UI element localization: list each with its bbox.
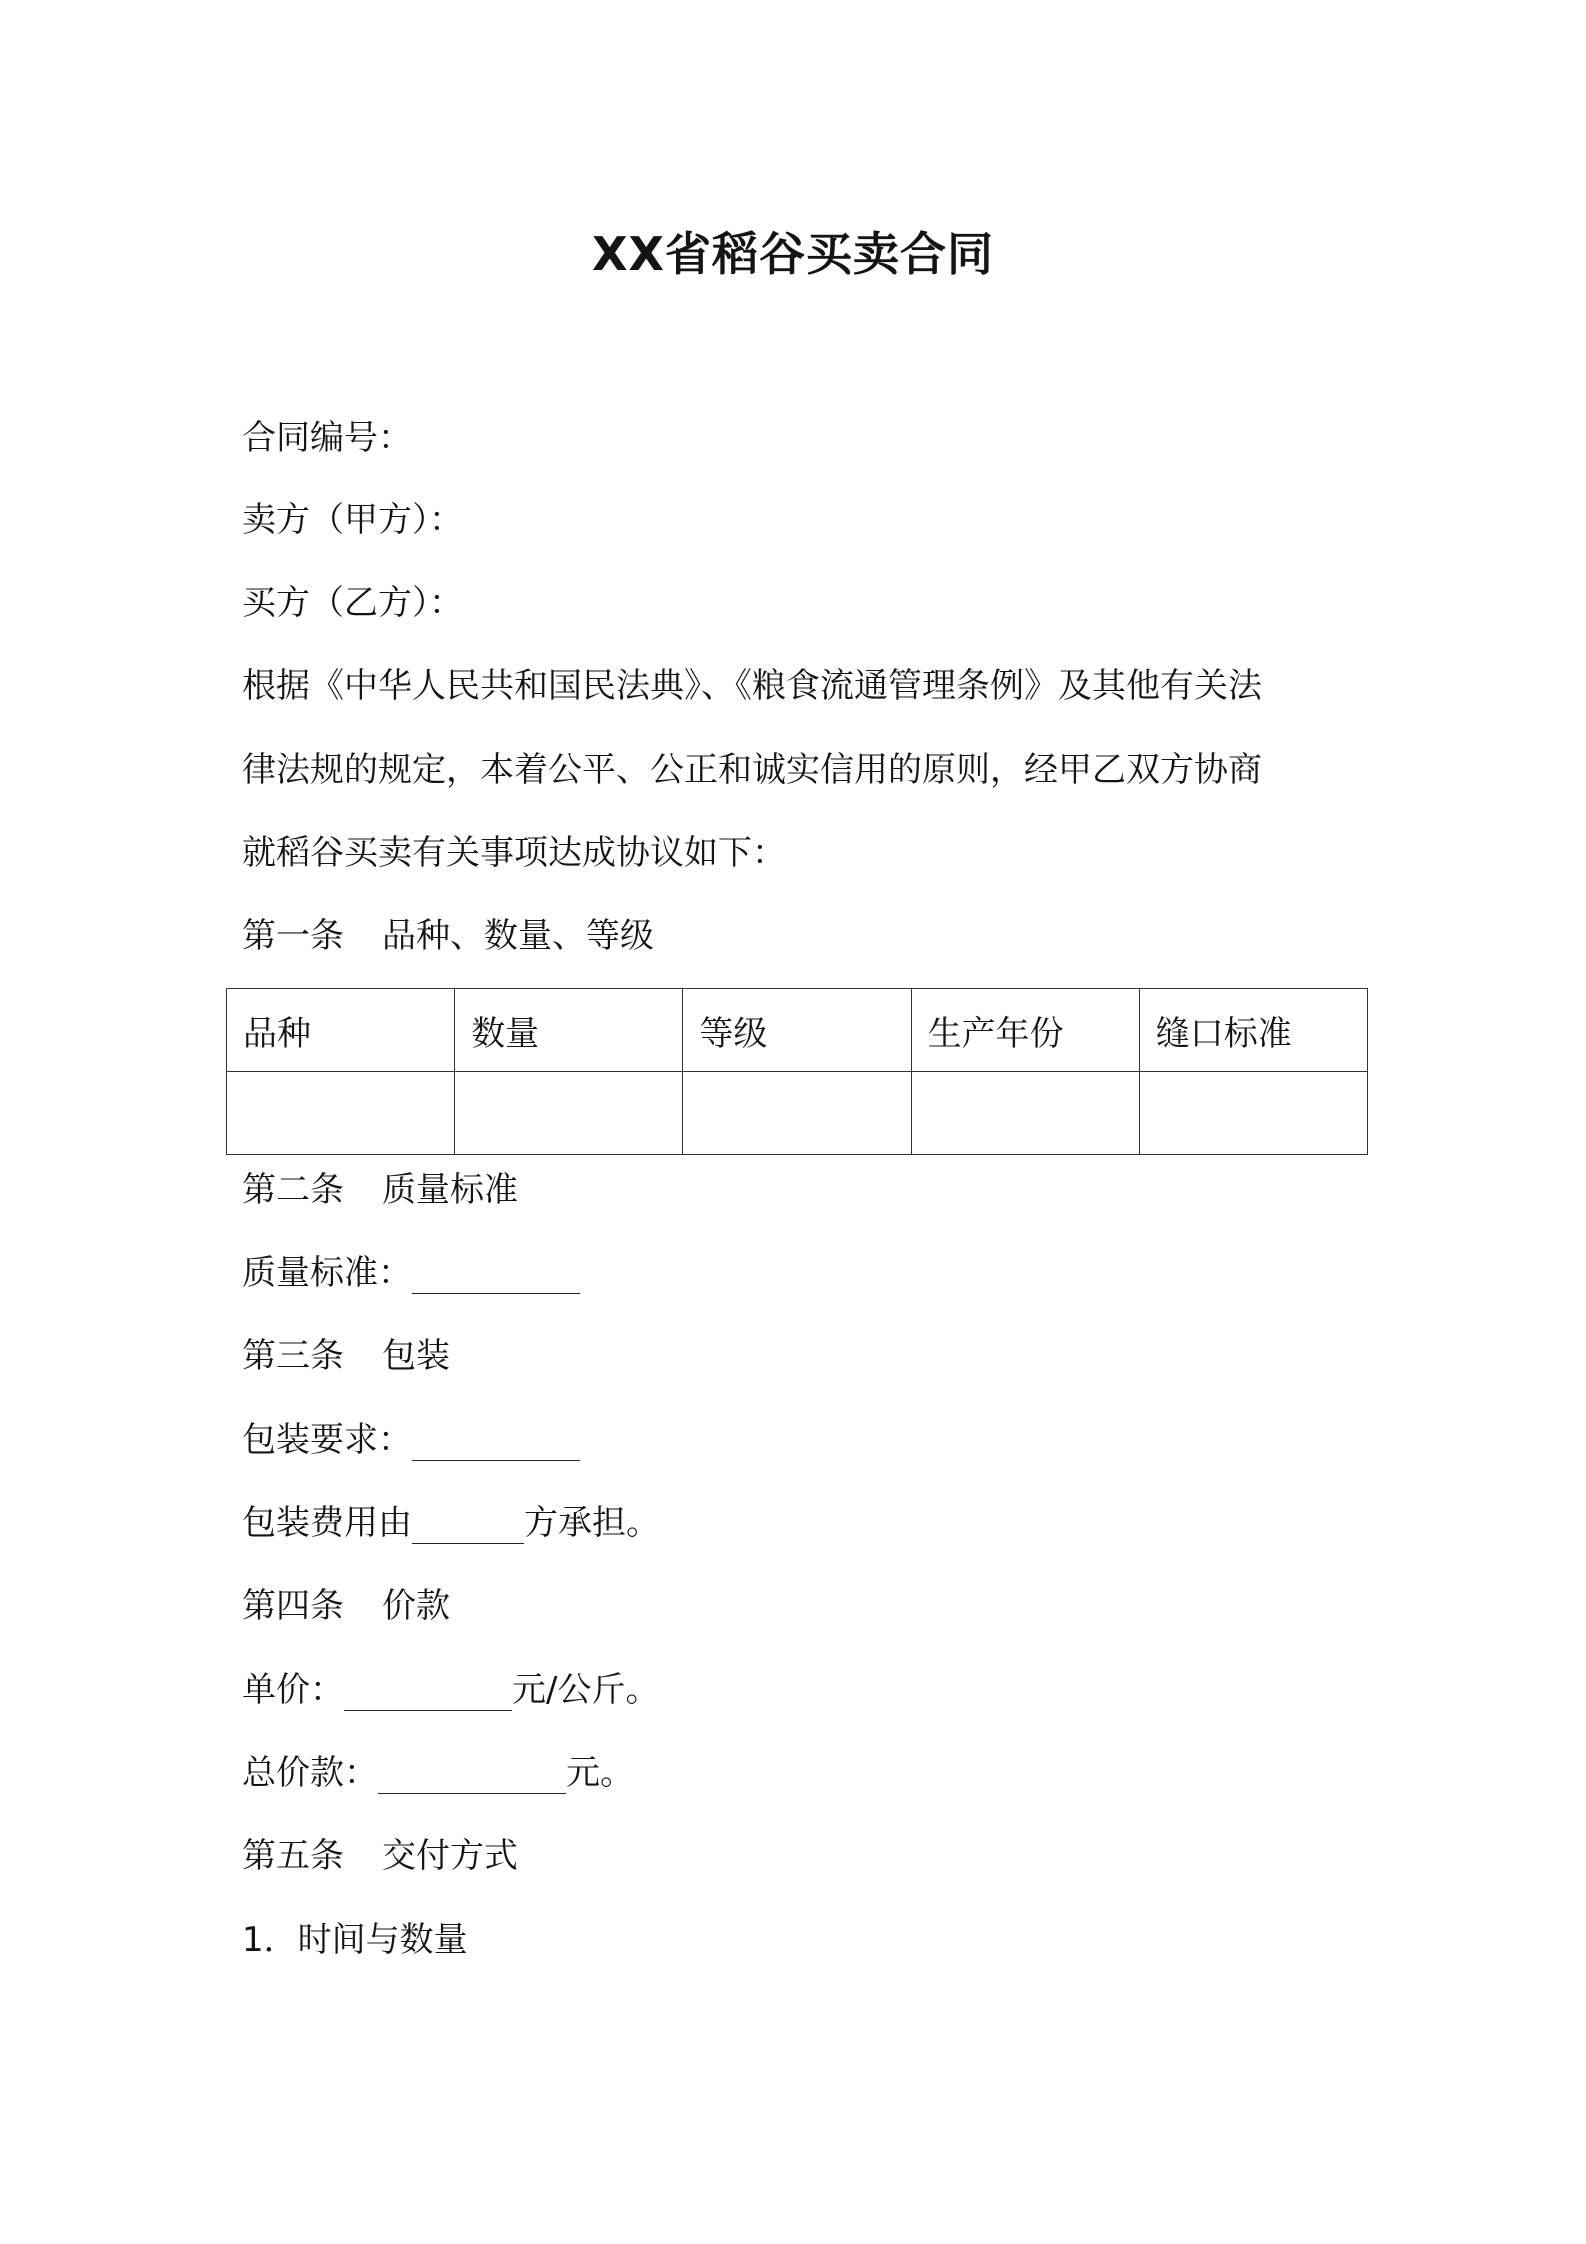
article-number: 第三条: [242, 1336, 344, 1376]
article-title: 质量标准: [382, 1170, 518, 1210]
table-cell[interactable]: [1139, 1072, 1367, 1155]
article-title: 交付方式: [382, 1836, 518, 1876]
table-header-cell: 数量: [455, 989, 683, 1072]
field-label: 质量标准：: [242, 1253, 412, 1293]
table-header-cell: 等级: [683, 989, 911, 1072]
article-1-heading: [242, 916, 654, 956]
article-3-heading: [242, 1336, 450, 1376]
field-suffix: 元。: [566, 1753, 634, 1793]
preamble-line: 律法规的规定，本着公平、公正和诚实信用的原则，经甲乙双方协商: [242, 750, 1262, 790]
total-price-field: [242, 1753, 634, 1794]
article-number: 第二条: [242, 1170, 344, 1210]
article-number: 第一条: [242, 916, 344, 956]
field-suffix: 元/公斤。: [512, 1670, 660, 1710]
article-number: 第五条: [242, 1836, 344, 1876]
field-label: 单价：: [242, 1670, 344, 1710]
article-5-heading: [242, 1836, 518, 1876]
field-suffix: 方承担。: [524, 1503, 660, 1543]
fill-in-blank[interactable]: [412, 1420, 580, 1461]
table-header-cell: 生产年份: [911, 989, 1139, 1072]
article-2-heading: [242, 1170, 518, 1210]
article-title: 品种、数量、等级: [382, 916, 654, 956]
table-cell[interactable]: [455, 1072, 683, 1155]
unit-price-field: [242, 1670, 659, 1711]
contract-number-field: 合同编号：: [242, 418, 412, 458]
quality-standard-field: [242, 1253, 580, 1294]
sub-item-time-quantity: 1．时间与数量: [242, 1920, 468, 1960]
field-label: 总价款：: [242, 1753, 378, 1793]
document-title: XX省稻谷买卖合同: [592, 227, 994, 281]
packaging-requirement-field: [242, 1420, 580, 1461]
field-label: 包装要求：: [242, 1420, 412, 1460]
article-number: 第四条: [242, 1586, 344, 1626]
packaging-cost-field: [242, 1503, 660, 1544]
fill-in-blank[interactable]: [412, 1253, 580, 1294]
table-row: [227, 1072, 1368, 1155]
buyer-field: 买方（乙方）：: [242, 583, 463, 623]
fill-in-blank[interactable]: [378, 1753, 566, 1794]
preamble-line: 根据《中华人民共和国民法典》、《粮食流通管理条例》及其他有关法: [242, 666, 1262, 706]
preamble-line: 就稻谷买卖有关事项达成协议如下：: [242, 833, 786, 873]
fill-in-blank[interactable]: [412, 1503, 524, 1544]
fill-in-blank[interactable]: [344, 1670, 512, 1711]
table-cell[interactable]: [911, 1072, 1139, 1155]
table-header-cell: 缝口标准: [1139, 989, 1367, 1072]
table-header-row: [227, 989, 1368, 1072]
table-cell[interactable]: [683, 1072, 911, 1155]
variety-quantity-grade-table: [226, 988, 1368, 1155]
table-cell[interactable]: [227, 1072, 455, 1155]
article-title: 包装: [382, 1336, 450, 1376]
field-label: 包装费用由: [242, 1503, 412, 1543]
table-header-cell: 品种: [227, 989, 455, 1072]
article-title: 价款: [382, 1586, 450, 1626]
seller-field: 卖方（甲方）：: [242, 500, 463, 540]
article-4-heading: [242, 1586, 450, 1626]
